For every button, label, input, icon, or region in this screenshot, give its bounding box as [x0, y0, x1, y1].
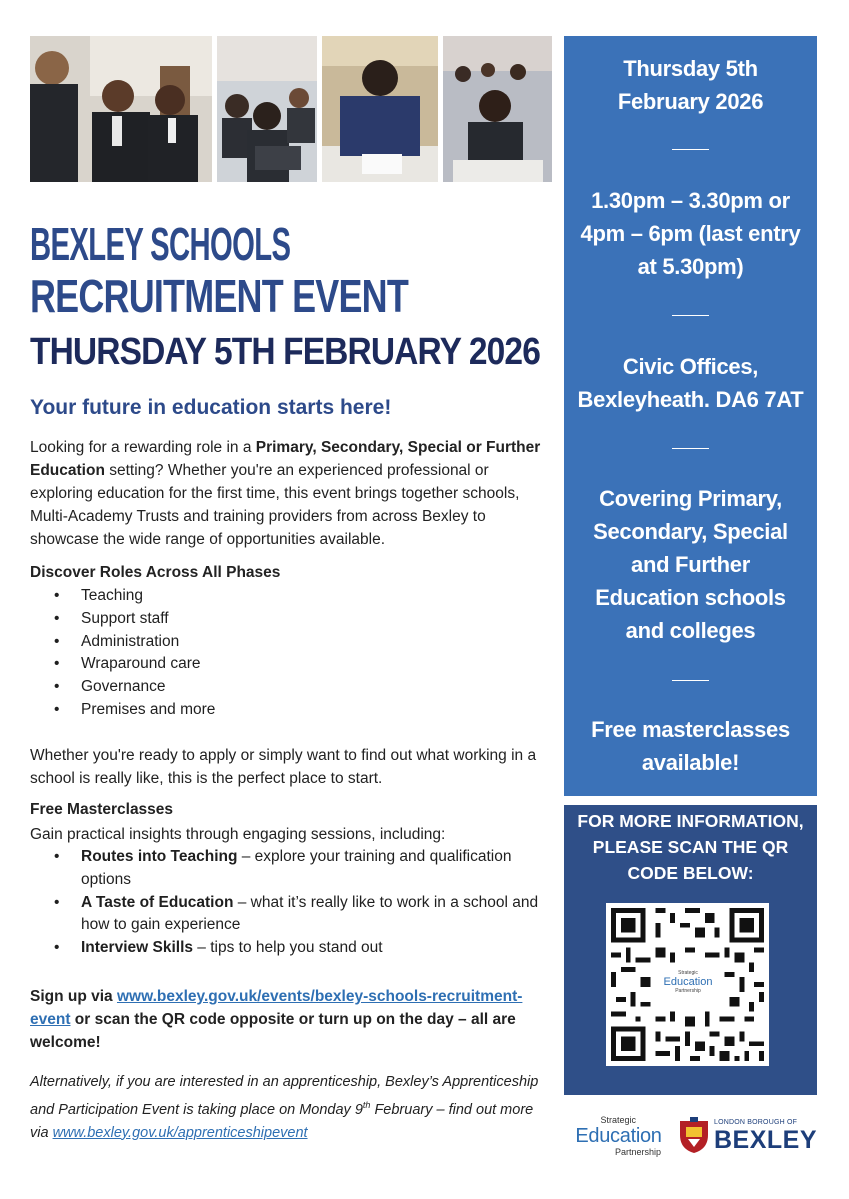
tagline: Your future in education starts here! — [30, 396, 392, 419]
strategic-education-partnership-logo — [566, 1115, 671, 1157]
signup-paragraph — [30, 985, 555, 1054]
panel-line: Secondary, Special — [593, 519, 788, 544]
bexley-crest-icon — [676, 1117, 712, 1155]
roles-heading: Discover Roles Across All Phases — [30, 564, 281, 581]
list-item: • Premises and more — [54, 699, 215, 722]
more-info-text — [564, 808, 817, 886]
masterclass-desc: – what it’s really like to work in a school and how to gain experience — [81, 893, 539, 934]
photo-students-singing — [30, 36, 212, 182]
panel-line: and Further — [631, 552, 750, 577]
panel-free-masterclasses — [564, 713, 817, 779]
photo-student-laptop — [217, 36, 317, 182]
list-item: • Support staff — [54, 608, 215, 631]
list-item: • Administration — [54, 631, 215, 654]
panel-line: Education schools — [595, 585, 786, 610]
alt-sup: th — [362, 1100, 371, 1110]
qr-logo-partnership: Partnership — [675, 988, 701, 994]
signup-suffix: or scan the QR code opposite or turn up on the day – all are welcome! — [30, 1011, 516, 1051]
bexley-council-logo — [714, 1118, 818, 1154]
masterclass-title: Interview Skills — [81, 939, 193, 957]
photo-classroom — [443, 36, 552, 182]
list-item — [54, 937, 554, 960]
panel-line: Covering Primary, — [599, 486, 782, 511]
title-line-2: RECRUITMENT EVENT — [30, 270, 408, 322]
sep-logo-education: Education — [575, 1125, 662, 1147]
panel-date — [564, 52, 817, 118]
panel-divider — [672, 149, 709, 150]
masterclass-desc: – tips to help you stand out — [193, 939, 383, 957]
qr-logo-strategic: Strategic — [678, 970, 698, 976]
panel-divider — [672, 680, 709, 681]
info-line: PLEASE SCAN THE QR — [592, 837, 789, 857]
list-item — [54, 892, 554, 938]
ready-paragraph: Whether you're ready to apply or simply want to find out what working in a school is really like, this is the perfect place to start. — [30, 747, 537, 787]
title-line-1: BEXLEY SCHOOLS — [30, 218, 291, 270]
alt-text-1: Alternatively, if you are interested in an apprenticeship, Bexley’s Apprenticeship and Participation Event is taking place on Monday 9 — [30, 1074, 539, 1118]
alt-text-2: February – find out more via — [30, 1101, 534, 1141]
list-item: • Wraparound care — [54, 653, 215, 676]
masterclass-desc: – explore your training and qualification options — [81, 848, 512, 888]
masterclasses-heading: Free Masterclasses — [30, 801, 174, 818]
masterclasses-intro: Gain practical insights through engaging sessions, including: — [30, 826, 446, 843]
list-item: • Governance — [54, 676, 215, 699]
info-line: FOR MORE INFORMATION, — [577, 811, 804, 831]
more-info-box — [564, 805, 817, 1095]
panel-line: and colleges — [625, 618, 756, 643]
signup-prefix: Sign up via — [30, 988, 117, 1005]
panel-line: Thursday 5th — [623, 56, 758, 81]
masterclass-title: A Taste of Education — [81, 893, 234, 911]
intro-paragraph — [30, 436, 555, 551]
panel-line: Bexleyheath. DA6 7AT — [577, 387, 804, 412]
intro-bold: Primary, Secondary, Special or Further Education — [30, 439, 541, 479]
qr-logo-education: Education — [663, 976, 713, 988]
panel-line: February 2026 — [617, 89, 764, 114]
list-item — [54, 846, 554, 892]
apprenticeship-link[interactable]: www.bexley.gov.uk/apprenticeshipevent — [52, 1124, 308, 1141]
bexley-logo-borough: LONDON BOROUGH OF — [714, 1119, 798, 1126]
masterclass-title: Routes into Teaching — [81, 848, 238, 865]
qr-centre-logo — [653, 970, 723, 998]
panel-times — [564, 184, 817, 283]
panel-venue — [564, 350, 817, 416]
signup-link[interactable]: www.bexley.gov.uk/events/bexley-schools-recruitment-event — [30, 988, 523, 1028]
sep-logo-strategic: Strategic — [600, 1115, 636, 1125]
panel-line: at 5.30pm) — [637, 254, 744, 279]
sep-logo-partnership: Partnership — [614, 1147, 661, 1157]
event-date-heading: THURSDAY 5TH FEBRUARY 2026 — [30, 331, 540, 373]
list-item: • Teaching — [54, 585, 215, 608]
panel-line: 1.30pm – 3.30pm or — [591, 188, 790, 213]
panel-line: Free masterclasses — [591, 717, 790, 742]
bexley-logo-name: BEXLEY — [714, 1126, 818, 1154]
panel-divider — [672, 315, 709, 316]
apprenticeship-paragraph — [30, 1071, 555, 1145]
panel-line: Civic Offices, — [622, 354, 759, 379]
intro-text-1: Looking for a rewarding role in a — [30, 439, 256, 456]
panel-line: 4pm – 6pm (last entry — [580, 221, 801, 246]
panel-covering — [564, 482, 817, 647]
event-details-panel — [564, 36, 817, 796]
panel-divider — [672, 448, 709, 449]
panel-line: available! — [641, 750, 740, 775]
intro-text-2: setting? Whether you're an experienced professional or exploring education for the first time, this event brings together schools, Multi-Academy Trusts and training providers from across Bexley to showcase the wide range of opportunities available. — [30, 462, 520, 548]
info-line: CODE BELOW: — [627, 863, 754, 883]
roles-list — [54, 585, 215, 722]
photo-strip — [30, 36, 552, 182]
event-title — [30, 218, 560, 322]
photo-student-writing — [322, 36, 438, 182]
qr-code[interactable] — [606, 903, 769, 1066]
masterclasses-list — [54, 846, 554, 960]
